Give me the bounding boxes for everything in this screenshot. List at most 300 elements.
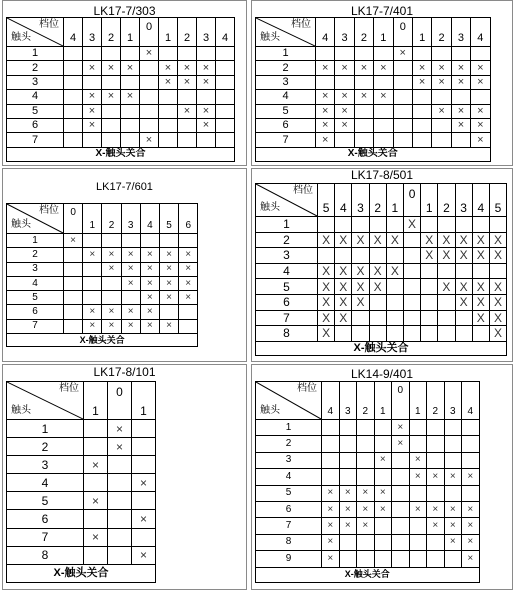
table-row [256,104,491,118]
contact-cell: X [335,310,352,326]
table-row [256,469,480,485]
panel-lk17-8-101 [2,364,247,590]
position-header: 4 [140,204,159,234]
contact-cell [352,248,369,264]
contact-number: 1 [256,47,316,61]
contact-number: 4 [7,276,64,290]
contact-cell [178,47,197,61]
contact-number: 5 [256,279,318,295]
contact-cell [451,47,470,61]
contact-cell: × [83,104,102,118]
contact-cell: × [444,501,462,517]
position-header: 1 [421,184,438,217]
contact-cell [438,217,455,233]
contact-cell [374,534,392,550]
contact-cell [197,90,216,104]
contact-cell [409,420,427,436]
table-row [7,420,156,438]
position-header: 2 [102,18,121,47]
contact-cell [64,118,83,132]
contact-cell [83,234,102,248]
contact-cell: × [83,248,102,262]
table-row [256,534,480,550]
contact-cell [403,310,420,326]
contact-cell [335,248,352,264]
contact-cell: X [369,232,386,248]
contact-cell: × [121,305,140,319]
diagonal-header [256,18,316,47]
contact-cell [357,469,375,485]
panel-lk17-7-601 [2,168,247,362]
contact-cell [357,436,375,452]
contact-cell [64,47,83,61]
contact-cell [421,217,438,233]
table-title: LK17-7/401 [350,4,414,18]
contact-number: 5 [7,492,84,510]
contact-number: 2 [256,61,316,75]
contact-cell: × [83,319,102,333]
contact-cell [335,47,354,61]
contact-cell: × [471,61,490,75]
contact-cell [427,436,445,452]
table-row [256,326,507,342]
contact-cell: × [357,518,375,534]
contact-number: 4 [256,469,322,485]
contact-cell [403,248,420,264]
contact-cell [421,263,438,279]
contact-cell [432,133,451,147]
contact-cell [102,47,121,61]
position-label: 档位 [39,19,59,30]
contact-cell [444,452,462,468]
contact-cell [421,310,438,326]
contact-cell: X [335,279,352,295]
contact-cell [357,551,375,567]
position-header: 0 [108,382,132,420]
contact-cell [159,90,178,104]
position-header: 2 [102,204,121,234]
contact-cell: × [179,248,198,262]
contact-cell: × [335,118,354,132]
contact-cell [432,90,451,104]
position-label: 档位 [39,205,59,216]
contact-cell [83,133,102,147]
contact-cell: × [83,90,102,104]
contact-cell: × [140,248,159,262]
contact-cell [83,291,102,305]
contact-number: 1 [256,217,318,233]
contact-number: 7 [256,310,318,326]
position-header: 2 [438,184,455,217]
position-label: 档位 [291,19,311,30]
table-row [256,75,491,89]
contact-cell [108,546,132,564]
table-row [7,234,198,248]
contact-cell: × [197,75,216,89]
position-header: 4 [462,382,480,420]
table-row [256,485,480,501]
contact-cell [102,75,121,89]
contact-number: 7 [256,133,316,147]
table-row [7,248,198,262]
table-row [7,104,235,118]
position-header: 3 [444,382,462,420]
contact-cell [403,279,420,295]
contact-cell [403,263,420,279]
position-header: 2 [357,382,375,420]
position-header: 2 [178,18,197,47]
contact-cell [393,118,412,132]
contact-number: 3 [7,75,64,89]
contact-cell [438,294,455,310]
contact-cell: × [393,47,412,61]
position-header: 0 [64,204,83,234]
contact-cell [197,47,216,61]
contact-cell [412,133,431,147]
contact-cell [83,47,102,61]
table-row [7,75,235,89]
position-header: 1 [121,18,140,47]
table-row [256,263,507,279]
contact-cell [403,294,420,310]
table-row [7,546,156,564]
contact-cell [369,248,386,264]
header-row [7,382,156,420]
contact-cell [64,248,83,262]
position-header: 1 [84,382,108,420]
contact-cell: × [84,528,108,546]
diagonal-header [7,18,64,47]
contact-cell [374,551,392,567]
contact-cell [102,234,121,248]
contact-cell [335,326,352,342]
contact-cell [489,263,506,279]
table-row [7,61,235,75]
contact-cell: × [451,61,470,75]
contact-cell [438,326,455,342]
contact-number: 2 [7,61,64,75]
contact-label: 触头 [11,405,31,416]
contact-cell: × [471,118,490,132]
contact-cell [392,534,410,550]
contact-cell [409,518,427,534]
contact-cell [108,474,132,492]
position-header: 4 [216,18,235,47]
contact-cell: × [159,61,178,75]
contact-cell: × [354,90,373,104]
contact-cell [412,90,431,104]
contact-cell [403,232,420,248]
contact-cell: × [140,276,159,290]
contact-cell: × [140,305,159,319]
contact-cell [427,534,445,550]
contact-cell [318,248,335,264]
contact-cell [108,528,132,546]
position-header: 0 [140,18,159,47]
contact-cell: × [374,61,393,75]
contact-cell [64,319,83,333]
contact-number: 2 [7,438,84,456]
contact-cell [354,118,373,132]
table-row [7,438,156,456]
contact-cell [357,452,375,468]
contact-cell: × [121,262,140,276]
contact-cell: × [374,485,392,501]
contact-cell [386,217,403,233]
contact-number: 1 [256,420,322,436]
contact-cell [322,436,340,452]
contact-cell [216,75,235,89]
contact-table [255,17,491,162]
contact-cell: X [472,248,489,264]
contact-cell [132,420,156,438]
contact-cell: × [316,118,335,132]
contact-label: 触头 [260,202,280,213]
contact-cell [354,104,373,118]
contact-cell [462,420,480,436]
header-row [256,18,491,47]
contact-cell: X [369,263,386,279]
contact-cell: × [374,452,392,468]
contact-cell: × [108,420,132,438]
table-row [256,279,507,295]
contact-number: 3 [256,452,322,468]
table-row [7,291,198,305]
diagonal-header [256,382,322,420]
table-row [7,262,198,276]
table-row [7,319,198,333]
position-header: 3 [197,18,216,47]
contact-cell: × [462,518,480,534]
panel-lk17-8-501 [251,168,513,362]
contact-cell [427,551,445,567]
contact-cell [84,474,108,492]
table-title: LK14-9/401 [350,367,414,381]
contact-number: 5 [256,104,316,118]
contact-cell [121,104,140,118]
contact-cell [369,310,386,326]
contact-table [6,17,235,162]
contact-cell [64,90,83,104]
position-header: 4 [316,18,335,47]
contact-cell [451,133,470,147]
table-title: LK17-8/101 [93,365,156,379]
contact-cell [455,217,472,233]
contact-cell: × [84,492,108,510]
contact-number: 1 [7,234,64,248]
contact-cell [140,234,159,248]
contact-cell [108,510,132,528]
contact-cell [216,104,235,118]
contact-number: 1 [7,420,84,438]
contact-cell [444,420,462,436]
contact-cell [121,118,140,132]
table-title: LK17-7/303 [93,4,156,18]
contact-cell: × [392,436,410,452]
contact-cell [140,118,159,132]
contact-cell: × [427,518,445,534]
contact-cell: × [451,104,470,118]
contact-cell [140,104,159,118]
contact-label: 触头 [11,219,31,230]
contact-cell [121,75,140,89]
contact-cell: × [427,501,445,517]
contact-cell [392,469,410,485]
legend-note: X-触头关合 [256,567,480,582]
position-header: 5 [489,184,506,217]
contact-cell [132,492,156,510]
diagonal-header [7,204,64,234]
position-header: 4 [322,382,340,420]
contact-cell: × [412,61,431,75]
contact-cell: × [140,319,159,333]
contact-cell: × [159,319,178,333]
contact-cell: X [403,217,420,233]
footer-row [7,147,235,161]
contact-cell [132,438,156,456]
contact-cell: X [438,248,455,264]
contact-cell [322,420,340,436]
contact-cell: × [102,305,121,319]
contact-cell: × [178,75,197,89]
contact-cell: X [472,232,489,248]
contact-cell [462,452,480,468]
table-row [256,452,480,468]
position-header: 4 [335,184,352,217]
contact-cell: × [83,118,102,132]
contact-cell [392,551,410,567]
contact-cell: X [318,279,335,295]
contact-cell: X [386,263,403,279]
table-row [7,528,156,546]
contact-cell [354,47,373,61]
contact-cell [121,133,140,147]
contact-cell [102,276,121,290]
contact-number: 4 [7,90,64,104]
table-row [7,492,156,510]
contact-cell: × [409,452,427,468]
contact-cell: X [386,232,403,248]
contact-cell: X [472,310,489,326]
contact-label: 触头 [11,32,31,43]
position-header: 1 [412,18,431,47]
contact-cell [335,75,354,89]
contact-cell [178,90,197,104]
contact-cell [132,528,156,546]
panel-lk14-9-401 [251,364,513,590]
contact-cell: X [352,294,369,310]
contact-cell: × [322,501,340,517]
table-row [7,276,198,290]
contact-cell: × [102,90,121,104]
contact-cell: X [438,279,455,295]
contact-number: 2 [256,232,318,248]
contact-cell [374,118,393,132]
contact-cell: × [140,47,159,61]
contact-cell [412,118,431,132]
contact-cell [374,518,392,534]
footer-row [7,564,156,582]
contact-cell [455,326,472,342]
contact-label: 触头 [260,405,280,416]
panel-lk17-7-303 [2,0,247,166]
legend-note: X-触头关合 [256,341,507,355]
position-header: 4 [471,18,490,47]
position-header: 6 [179,204,198,234]
contact-cell: X [369,279,386,295]
contact-cell [316,75,335,89]
contact-cell: × [427,469,445,485]
contact-cell [318,217,335,233]
contact-table [255,183,507,356]
contact-cell: × [444,518,462,534]
contact-cell: X [455,279,472,295]
position-header: 3 [451,18,470,47]
contact-cell: X [489,232,506,248]
table-row [256,47,491,61]
contact-label: 触头 [260,32,280,43]
contact-cell [369,294,386,310]
contact-cell: × [432,75,451,89]
contact-cell: × [339,485,357,501]
contact-cell [335,133,354,147]
contact-cell: × [121,248,140,262]
contact-cell [159,133,178,147]
contact-cell: × [197,118,216,132]
contact-number: 7 [7,528,84,546]
contact-cell: × [335,90,354,104]
contact-cell [64,262,83,276]
contact-cell [352,310,369,326]
table-row [256,118,491,132]
contact-cell: × [102,61,121,75]
position-header: 4 [64,18,83,47]
contact-cell [421,294,438,310]
contact-cell [444,436,462,452]
contact-cell [102,104,121,118]
position-header: 1 [374,18,393,47]
contact-cell [462,436,480,452]
contact-cell: × [102,262,121,276]
contact-number: 6 [7,305,64,319]
contact-cell: × [392,420,410,436]
contact-cell [83,276,102,290]
contact-cell [83,262,102,276]
contact-cell: × [374,501,392,517]
contact-cell: × [462,551,480,567]
contact-cell: × [471,104,490,118]
contact-cell: × [409,501,427,517]
contact-cell [121,47,140,61]
contact-cell [83,75,102,89]
contact-number: 7 [7,133,64,147]
contact-cell: × [102,248,121,262]
contact-cell [393,133,412,147]
contact-cell: × [357,501,375,517]
contact-cell [64,133,83,147]
contact-cell [369,217,386,233]
contact-number: 1 [7,47,64,61]
contact-cell [374,75,393,89]
contact-cell [403,326,420,342]
contact-cell [374,104,393,118]
contact-number: 8 [256,534,322,550]
table-row [7,305,198,319]
contact-cell: × [159,262,178,276]
contact-cell [444,551,462,567]
contact-cell: X [472,294,489,310]
footer-row [256,341,507,355]
